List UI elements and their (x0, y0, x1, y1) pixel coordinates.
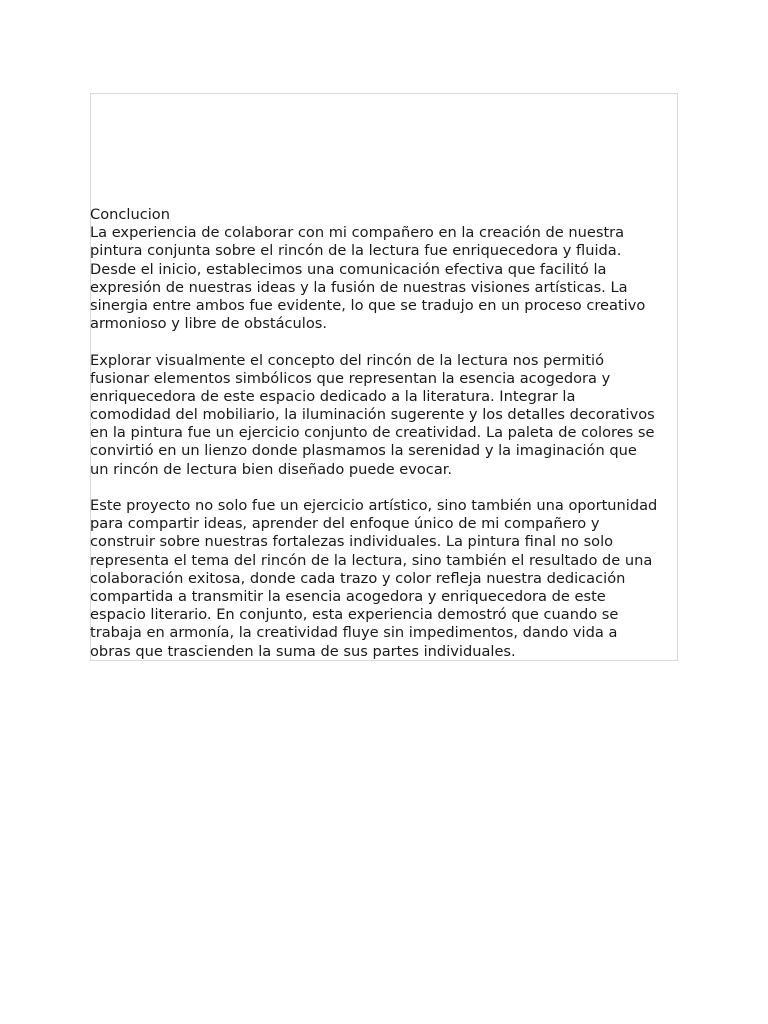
paragraph-spacer (90, 479, 682, 497)
paragraph-line: obras que trascienden la suma de sus partes individuales. (90, 642, 516, 660)
paragraph-line: Este proyecto no solo fue un ejercicio artístico, sino también una oportunidad (90, 497, 658, 514)
paragraph-line: fusionar elementos simbólicos que representan la esencia acogedora y (90, 369, 611, 387)
paragraph-line: Explorar visualmente el concepto del rincón de la lectura nos permitió (90, 351, 605, 369)
paragraph-line: La experiencia de colaborar con mi compañero en la creación de nuestra (90, 224, 625, 242)
paragraph-line: trabaja en armonía, la creatividad fluye sin impedimentos, dando vida a (90, 624, 618, 642)
paragraph-line: en la pintura fue un ejercicio conjunto de creatividad. La paleta de colores se (90, 424, 655, 442)
document-body (90, 206, 682, 661)
document-heading: Conclucion (90, 206, 170, 223)
paragraph-1 (90, 224, 682, 333)
paragraph-line: un rincón de lectura bien diseñado puede evocar. (90, 460, 453, 478)
paragraph-line: construir sobre nuestras fortalezas individuales. La pintura final no solo (90, 533, 614, 551)
paragraph-line: representa el tema del rincón de la lectura, sino también el resultado de una (90, 551, 653, 569)
paragraph-3 (90, 497, 682, 661)
paragraph-line: convirtió en un lienzo donde plasmamos la serenidad y la imaginación que (90, 442, 637, 460)
paragraph-line: Desde el inicio, establecimos una comunicación efectiva que facilitó la (90, 260, 607, 278)
paragraph-line: pintura conjunta sobre el rincón de la lectura fue enriquecedora y fluida. (90, 242, 622, 260)
paragraph-line: expresión de nuestras ideas y la fusión de nuestras visiones artísticas. La (90, 278, 628, 296)
paragraph-spacer (90, 333, 682, 351)
paragraph-line: sinergia entre ambos fue evidente, lo que se tradujo en un proceso creativo (90, 296, 646, 314)
paragraph-line: armonioso y libre de obstáculos. (90, 315, 328, 333)
paragraph-2 (90, 352, 682, 479)
paragraph-line: compartida a transmitir la esencia acogedora y enriquecedora de este (90, 587, 606, 605)
paragraph-line: para compartir ideas, aprender del enfoque único de mi compañero y (90, 515, 600, 533)
paragraph-line: colaboración exitosa, donde cada trazo y color refleja nuestra dedicación (90, 569, 626, 587)
paragraph-line: comodidad del mobiliario, la iluminación sugerente y los detalles decorativos (90, 406, 655, 424)
paragraph-line: enriquecedora de este espacio dedicado a la literatura. Integrar la (90, 387, 576, 405)
paragraph-line: espacio literario. En conjunto, esta experiencia demostró que cuando se (90, 606, 619, 624)
